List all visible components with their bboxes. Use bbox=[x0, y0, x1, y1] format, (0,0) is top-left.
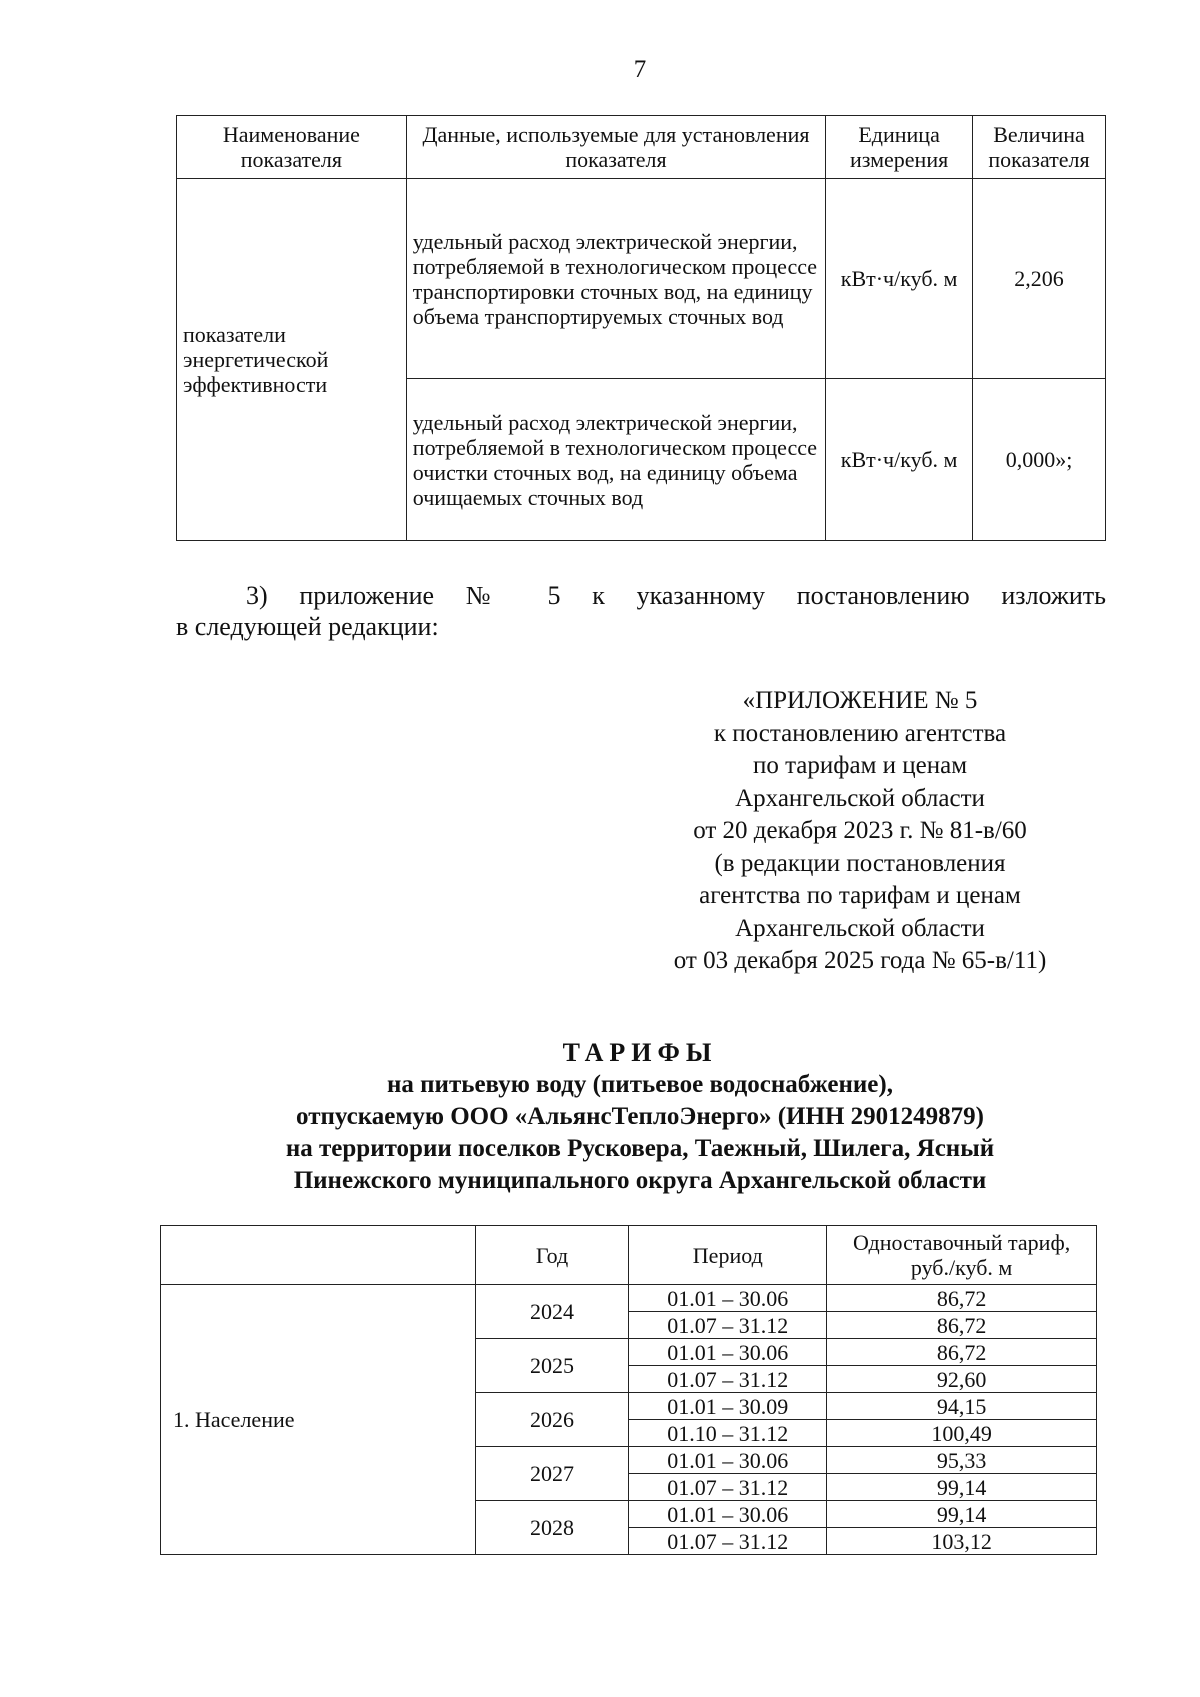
appendix-header bbox=[640, 685, 1080, 978]
indicator-value-cell: 0,000»; bbox=[973, 379, 1106, 541]
title-line: Пинежского муниципального округа Архангельской области bbox=[293, 1167, 987, 1194]
title-line: отпускаемую ООО «АльянсТеплоЭнерго» (ИНН 2901249879) bbox=[296, 1103, 984, 1130]
period-cell: 01.10 – 31.12 bbox=[629, 1420, 827, 1447]
tariff-cell: 86,72 bbox=[827, 1339, 1097, 1366]
tariff-table bbox=[160, 1225, 1097, 1555]
period-cell: 01.01 – 30.09 bbox=[629, 1393, 827, 1420]
tariff-cell: 95,33 bbox=[827, 1447, 1097, 1474]
title-line: на питьевую воду (питьевое водоснабжение), bbox=[387, 1071, 893, 1098]
header-period: Период bbox=[629, 1226, 827, 1285]
paragraph-line: в следующей редакции: bbox=[176, 612, 439, 641]
appendix-line: «ПРИЛОЖЕНИЕ № 5 bbox=[742, 687, 978, 714]
year-cell: 2028 bbox=[475, 1501, 629, 1555]
table-header-row bbox=[177, 116, 1106, 179]
paragraph-line: 3) приложение № 5 к указанному постановлению изложить bbox=[246, 581, 1106, 610]
title-heading: ТАРИФЫ bbox=[562, 1038, 718, 1067]
amendment-paragraph bbox=[176, 580, 1106, 642]
appendix-line: от 20 декабря 2023 г. № 81-в/60 bbox=[693, 817, 1027, 844]
header-indicator-data: Данные, используемые для установления показателя bbox=[406, 116, 825, 179]
energy-indicators-table bbox=[176, 115, 1106, 541]
tariff-cell: 99,14 bbox=[827, 1474, 1097, 1501]
period-cell: 01.01 – 30.06 bbox=[629, 1285, 827, 1312]
period-cell: 01.07 – 31.12 bbox=[629, 1312, 827, 1339]
indicator-unit-cell: кВт·ч/куб. м bbox=[826, 379, 973, 541]
appendix-line: (в редакции постановления bbox=[714, 849, 1006, 877]
document-title bbox=[200, 1037, 1080, 1197]
indicator-data-cell: удельный расход электрической энергии, потребляемой в технологическом процессе транспортировки сточных вод, на единицу объема транспортируемых сточных вод bbox=[406, 179, 825, 379]
period-cell: 01.01 – 30.06 bbox=[629, 1339, 827, 1366]
year-cell: 2026 bbox=[475, 1393, 629, 1447]
header-indicator-name: Наименование показателя bbox=[177, 116, 407, 179]
indicator-value-cell: 2,206 bbox=[973, 179, 1106, 379]
header-year: Год bbox=[475, 1226, 629, 1285]
appendix-line: Архангельской области bbox=[735, 784, 985, 812]
page-number: 7 bbox=[633, 56, 647, 83]
period-cell: 01.07 – 31.12 bbox=[629, 1528, 827, 1555]
year-cell: 2025 bbox=[475, 1339, 629, 1393]
indicator-unit-cell: кВт·ч/куб. м bbox=[826, 179, 973, 379]
table-row bbox=[177, 179, 1106, 379]
appendix-line: Архангельской области bbox=[735, 914, 985, 942]
table-header-row bbox=[161, 1226, 1097, 1285]
appendix-line: к постановлению агентства bbox=[713, 719, 1007, 747]
appendix-line: от 03 декабря 2025 года № 65-в/11) bbox=[673, 947, 1047, 974]
tariff-cell: 100,49 bbox=[827, 1420, 1097, 1447]
period-cell: 01.07 – 31.12 bbox=[629, 1474, 827, 1501]
table-row bbox=[161, 1285, 1097, 1312]
indicator-data-cell: удельный расход электрической энергии, потребляемой в технологическом процессе очистки сточных вод, на единицу объема очищаемых сточных вод bbox=[406, 379, 825, 541]
tariff-cell: 86,72 bbox=[827, 1285, 1097, 1312]
category-cell: 1. Население bbox=[161, 1285, 476, 1555]
header-tariff: Одноставочный тариф, руб./куб. м bbox=[827, 1226, 1097, 1285]
tariff-cell: 103,12 bbox=[827, 1528, 1097, 1555]
title-line: на территории поселков Русковера, Таежный, Шилега, Ясный bbox=[285, 1135, 995, 1162]
year-cell: 2024 bbox=[475, 1285, 629, 1339]
tariff-cell: 86,72 bbox=[827, 1312, 1097, 1339]
period-cell: 01.01 – 30.06 bbox=[629, 1447, 827, 1474]
indicator-group-label: показатели энергетической эффективности bbox=[177, 179, 407, 541]
header-unit: Единица измерения bbox=[826, 116, 973, 179]
period-cell: 01.01 – 30.06 bbox=[629, 1501, 827, 1528]
tariff-cell: 92,60 bbox=[827, 1366, 1097, 1393]
year-cell: 2027 bbox=[475, 1447, 629, 1501]
tariff-cell: 99,14 bbox=[827, 1501, 1097, 1528]
period-cell: 01.07 – 31.12 bbox=[629, 1366, 827, 1393]
header-category bbox=[161, 1226, 476, 1285]
tariff-cell: 94,15 bbox=[827, 1393, 1097, 1420]
appendix-line: по тарифам и ценам bbox=[752, 752, 968, 779]
header-value: Величина показателя bbox=[973, 116, 1106, 179]
appendix-line: агентства по тарифам и ценам bbox=[699, 882, 1021, 909]
